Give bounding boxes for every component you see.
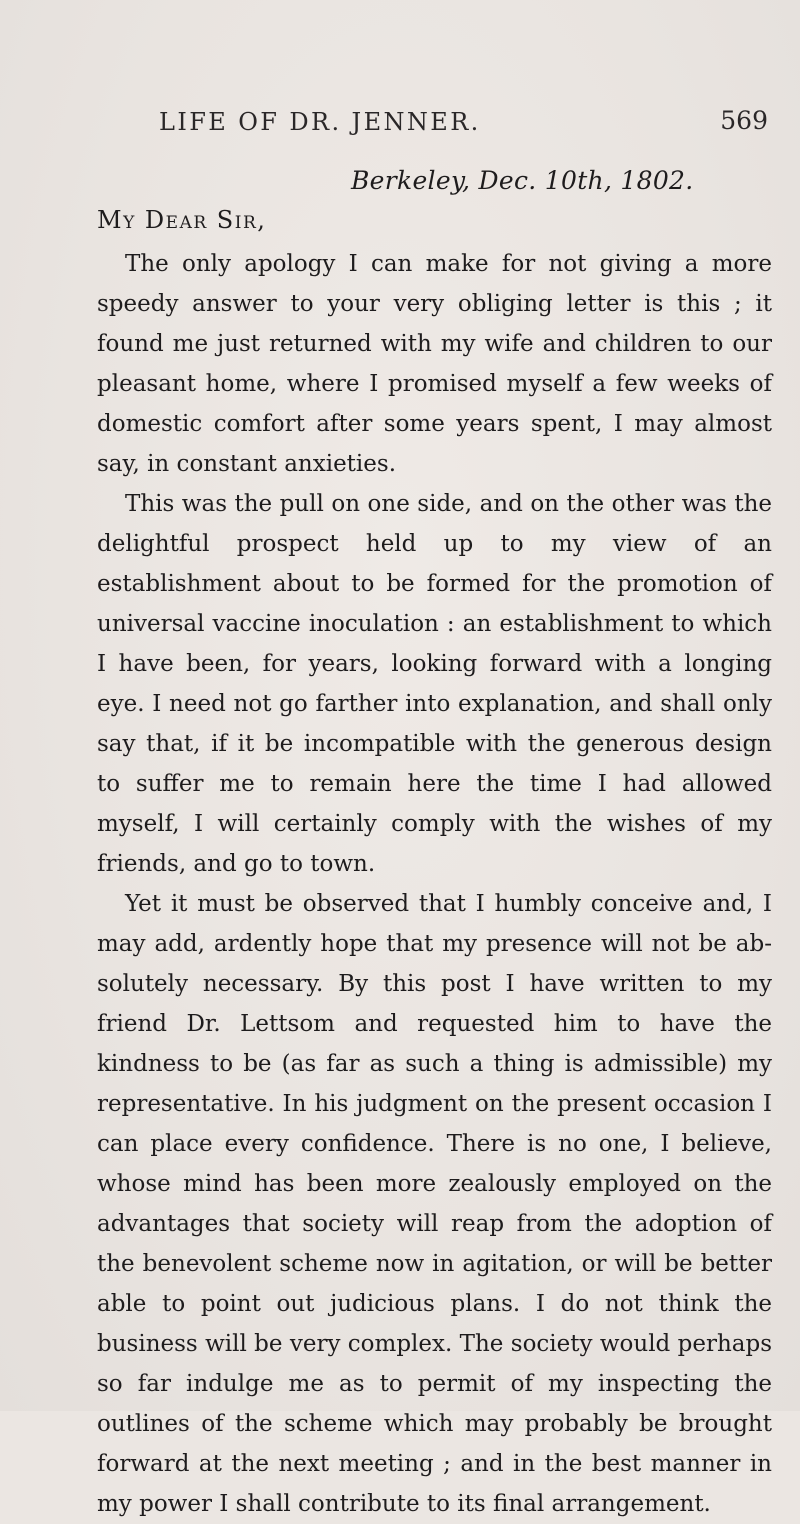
letter-salutation: My Dear Sir, — [97, 206, 267, 234]
running-head: LIFE OF DR. JENNER. — [159, 108, 481, 136]
paragraph-1: The only apology I can make for not giving a more speedy answer to your very obliging letter is this ; it found me just returned with my wife and children to our pleasant home, where I promised myself a few weeks of domestic comfort after some years spent, I may almost say, in constant anxieties. — [97, 251, 772, 477]
page-number: 569 — [720, 106, 768, 135]
paragraph-3: Yet it must be observed that I humbly conceive and, I may add, ardently hope that my presence will not be absolutely necessary. By this post I have written to my friend Dr. Lettsom and requested him to have the kindness to be (as far as such a thing is admissible) my representative. In his judgment on the present occasion I can place every confidence. There is no one, I believe, whose mind has been more zealously employed on the advantages that society will reap from the adoption of the benevolent scheme now in agitation, or will be better able to point out judicious plans. I do not think the business will be very complex. The society would perhaps so far indulge me as to permit of my inspecting the outlines of the scheme which may probably be brought forward at the next meeting ; and in the best manner in my power I shall contribute to its final arrangement. — [97, 891, 772, 1517]
letter-dateline: Berkeley, Dec. 10th, 1802. — [351, 166, 694, 195]
letter-body — [97, 244, 772, 1524]
page-header — [0, 104, 800, 144]
paragraph-2: This was the pull on one side, and on the other was the delightful prospect held up to my view of an establishment about to be formed for the promotion of universal vaccine inoculation : an establishment to which I have been, for years, looking forward with a longing eye. I need not go farther into explanation, and shall only say that, if it be incompatible with the generous design to suffer me to remain here the time I had allowed myself, I will certainly comply with the wishes of my friends, and go to town. — [97, 491, 772, 877]
